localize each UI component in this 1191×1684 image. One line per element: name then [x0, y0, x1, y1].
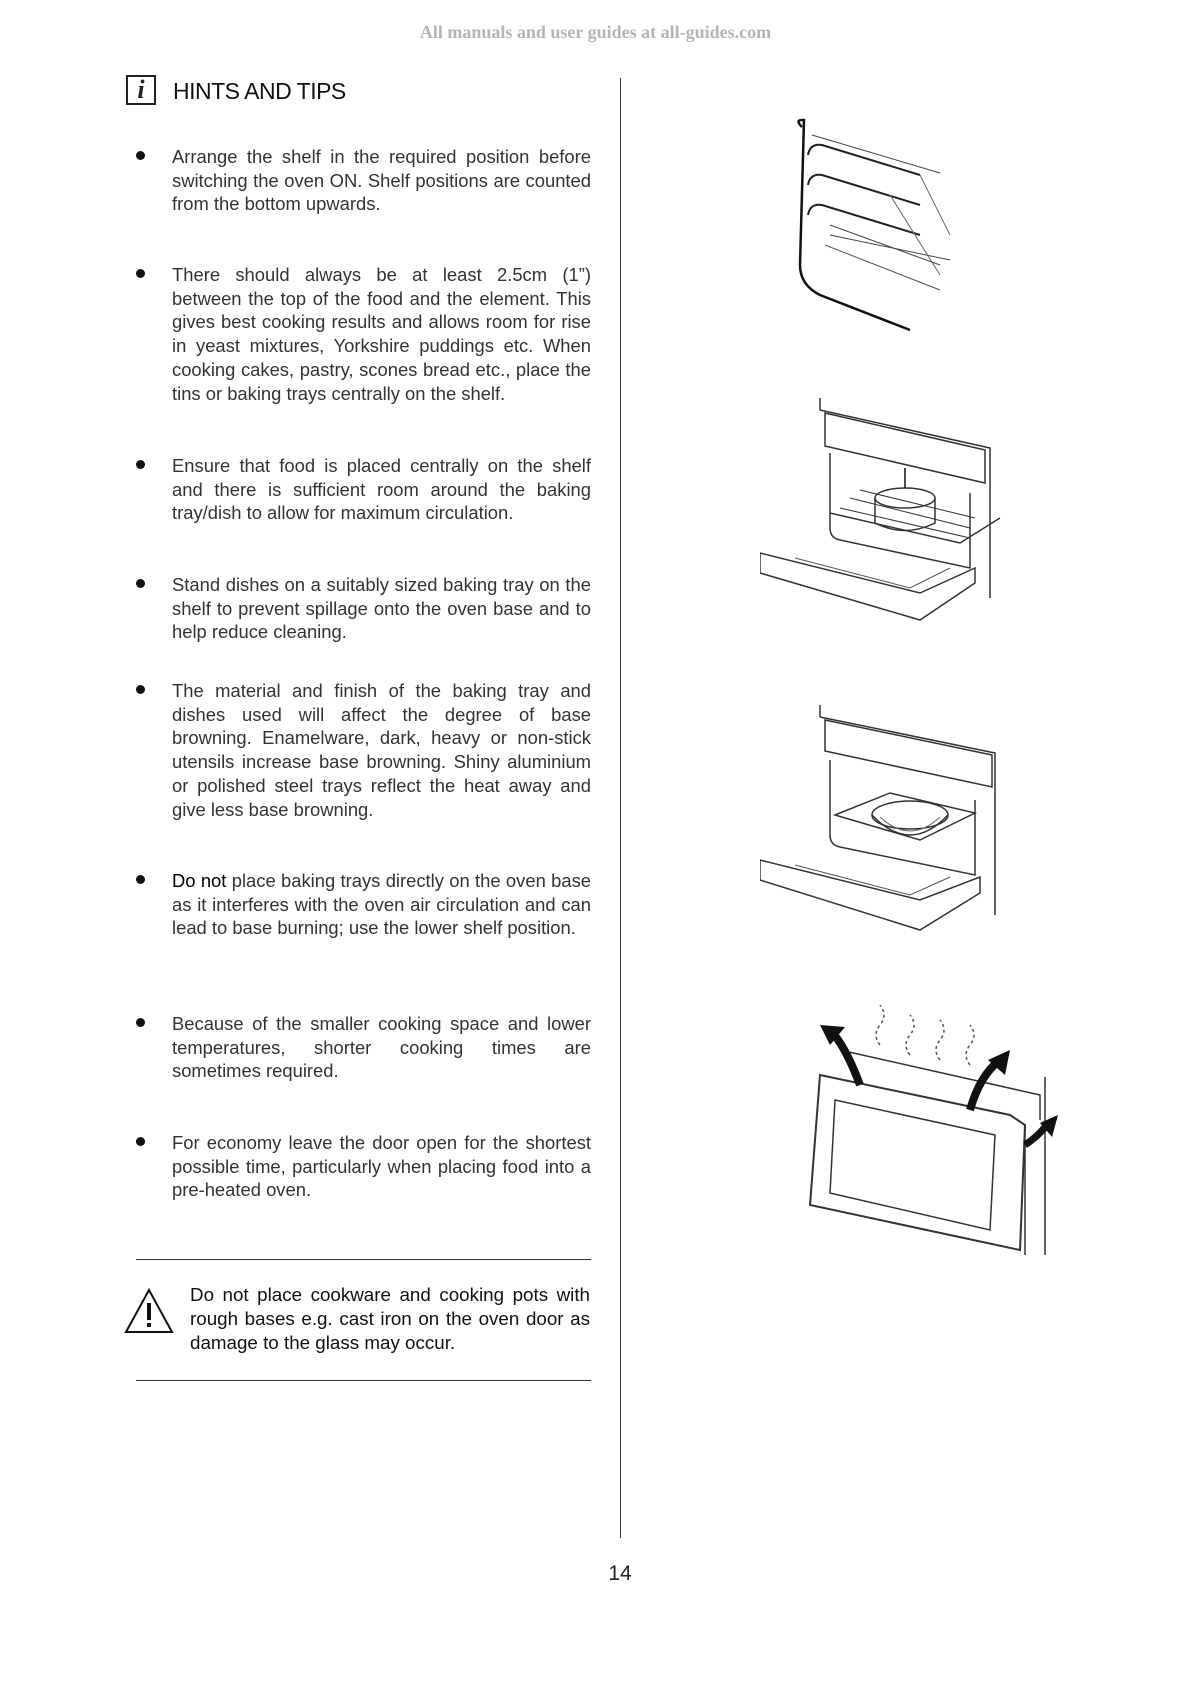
- page-number: 14: [608, 1562, 632, 1585]
- page-title: HINTS AND TIPS: [173, 78, 346, 104]
- warning-text: Do not place cookware and cooking pots with rough bases e.g. cast iron on the oven door as damage to the glass may occur.: [190, 1284, 590, 1353]
- column-divider: [620, 78, 621, 1538]
- tip-text: There should always be at least 2.5cm (1”) between the top of the food and the element. This gives best cooking results and allows room for rise in yeast mixtures, Yorkshire puddings etc. When cooking cakes, pastry, scones bread etc., place the tins or baking trays centrally on the shelf.: [172, 264, 591, 404]
- tip-text: For economy leave the door open for the shortest possible time, particularly when placing food into a pre-heated oven.: [172, 1132, 591, 1201]
- bullet-icon: [136, 460, 145, 469]
- bullet-icon: [136, 269, 145, 278]
- bullet-icon: [136, 1137, 145, 1146]
- tip-text: Ensure that food is placed centrally on the shelf and there is sufficient room around the baking tray/dish to allow for maximum circulation.: [172, 455, 591, 524]
- tip-text-rest: place baking trays directly on the oven base as it interferes with the oven air circulation and can lead to base burning; use the lower shelf position.: [172, 870, 592, 939]
- pot-on-shelf-illustration: [760, 398, 1010, 623]
- shelf-runners-illustration: [790, 115, 960, 335]
- tip-item: [136, 263, 591, 405]
- tip-text: Arrange the shelf in the required position before switching the oven ON. Shelf positions are counted from the bottom upwards.: [172, 146, 591, 215]
- tip-item: [136, 454, 591, 525]
- divider: [136, 1259, 591, 1260]
- tip-text: [172, 869, 591, 940]
- tip-item: [136, 869, 591, 940]
- info-icon: i: [126, 75, 156, 105]
- tip-item: [136, 1012, 591, 1083]
- bullet-icon: [136, 151, 145, 160]
- tip-text: Because of the smaller cooking space and lower temperatures, shorter cooking times are sometimes required.: [172, 1013, 591, 1082]
- tip-item: [136, 573, 591, 644]
- warning-icon: [124, 1288, 174, 1334]
- emphasis-text: Do not: [172, 870, 227, 891]
- tip-item: [136, 145, 591, 216]
- tip-item: [136, 679, 591, 821]
- tip-item: [136, 1131, 591, 1202]
- bullet-icon: [136, 579, 145, 588]
- tip-text: Stand dishes on a suitably sized baking tray on the shelf to prevent spillage onto the oven base and to help reduce cleaning.: [172, 574, 591, 643]
- tip-text: The material and finish of the baking tray and dishes used will affect the degree of base browning. Enamelware, dark, heavy or non-stick utensils increase base browning. Shiny aluminium or polished steel trays reflect the heat away and give less base browning.: [172, 680, 591, 820]
- bullet-icon: [136, 875, 145, 884]
- bullet-icon: [136, 1018, 145, 1027]
- bullet-icon: [136, 685, 145, 694]
- divider: [136, 1380, 591, 1381]
- dish-on-tray-illustration: [760, 705, 1015, 935]
- door-heat-escape-illustration: [790, 1005, 1080, 1260]
- watermark: All manuals and user guides at all-guides.com: [419, 22, 772, 42]
